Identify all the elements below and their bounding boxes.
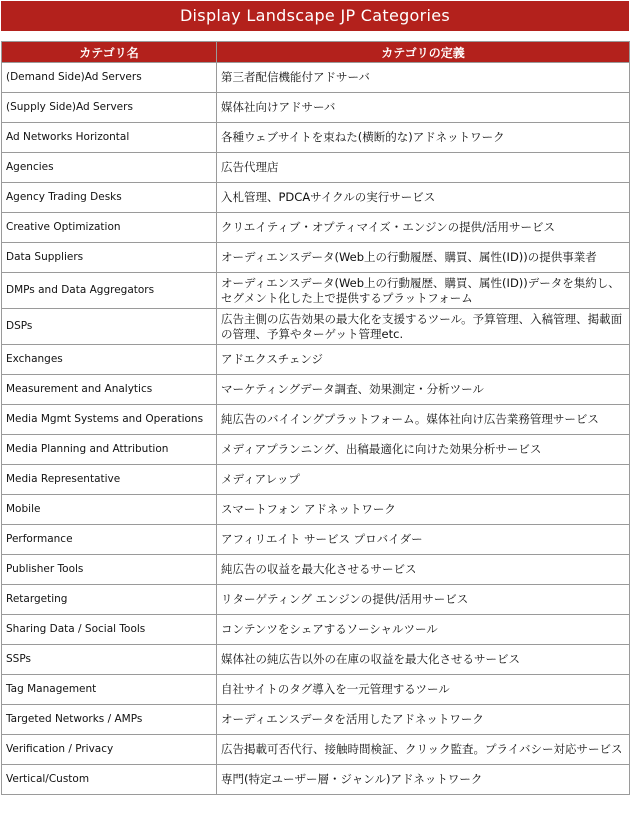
- definition-cell: 第三者配信機能付アドサーバ: [217, 63, 630, 93]
- category-cell: Sharing Data / Social Tools: [2, 615, 217, 645]
- category-cell: (Supply Side)Ad Servers: [2, 93, 217, 123]
- table-row: [2, 705, 630, 735]
- table-row: [2, 765, 630, 795]
- category-cell: Targeted Networks / AMPs: [2, 705, 217, 735]
- definition-cell: コンテンツをシェアするソーシャルツール: [217, 615, 630, 645]
- table-row: [2, 555, 630, 585]
- definition-cell: 自社サイトのタグ導入を一元管理するツール: [217, 675, 630, 705]
- definition-cell: マーケティングデータ調査、効果測定・分析ツール: [217, 375, 630, 405]
- category-cell: Tag Management: [2, 675, 217, 705]
- definition-cell: 広告掲載可否代行、接触時間検証、クリック監査。プライバシー対応サービス: [217, 735, 630, 765]
- category-cell: Media Planning and Attribution: [2, 435, 217, 465]
- table-row: [2, 273, 630, 309]
- table-row: [2, 435, 630, 465]
- definition-cell: リターゲティング エンジンの提供/活用サービス: [217, 585, 630, 615]
- definition-cell: オーディエンスデータ(Web上の行動履歴、購買、属性(ID))データを集約し、セグメント化した上で提供するプラットフォーム: [217, 273, 630, 309]
- definition-cell: アフィリエイト サービス プロバイダー: [217, 525, 630, 555]
- category-cell: DMPs and Data Aggregators: [2, 273, 217, 309]
- table-row: [2, 735, 630, 765]
- table-row: [2, 183, 630, 213]
- definition-cell: 広告主側の広告効果の最大化を支援するツール。予算管理、入稿管理、掲載面の管理、予算やターゲット管理etc.: [217, 309, 630, 345]
- page-title: Display Landscape JP Categories: [1, 1, 629, 31]
- category-column-header: カテゴリ名: [2, 42, 217, 63]
- table-row: [2, 675, 630, 705]
- definition-cell: メディアレップ: [217, 465, 630, 495]
- category-cell: Mobile: [2, 495, 217, 525]
- categories-table: [1, 41, 630, 795]
- category-cell: Exchanges: [2, 345, 217, 375]
- definition-cell: 媒体社向けアドサーバ: [217, 93, 630, 123]
- table-row: [2, 243, 630, 273]
- category-cell: Agency Trading Desks: [2, 183, 217, 213]
- table-row: [2, 525, 630, 555]
- category-cell: DSPs: [2, 309, 217, 345]
- category-cell: Agencies: [2, 153, 217, 183]
- category-cell: Ad Networks Horizontal: [2, 123, 217, 153]
- table-row: [2, 645, 630, 675]
- table-row: [2, 465, 630, 495]
- table-row: [2, 615, 630, 645]
- table-row: [2, 585, 630, 615]
- category-cell: (Demand Side)Ad Servers: [2, 63, 217, 93]
- definition-cell: 入札管理、PDCAサイクルの実行サービス: [217, 183, 630, 213]
- category-cell: Publisher Tools: [2, 555, 217, 585]
- category-cell: Retargeting: [2, 585, 217, 615]
- table-row: [2, 213, 630, 243]
- category-cell: Verification / Privacy: [2, 735, 217, 765]
- definition-cell: オーディエンスデータを活用したアドネットワーク: [217, 705, 630, 735]
- table-row: [2, 495, 630, 525]
- definition-cell: クリエイティブ・オプティマイズ・エンジンの提供/活用サービス: [217, 213, 630, 243]
- definition-cell: オーディエンスデータ(Web上の行動履歴、購買、属性(ID))の提供事業者: [217, 243, 630, 273]
- definition-cell: 媒体社の純広告以外の在庫の収益を最大化させるサービス: [217, 645, 630, 675]
- category-cell: Vertical/Custom: [2, 765, 217, 795]
- definition-cell: 純広告のバイイングプラットフォーム。媒体社向け広告業務管理サービス: [217, 405, 630, 435]
- table-row: [2, 153, 630, 183]
- category-cell: SSPs: [2, 645, 217, 675]
- definition-column-header: カテゴリの定義: [217, 42, 630, 63]
- category-cell: Creative Optimization: [2, 213, 217, 243]
- table-row: [2, 123, 630, 153]
- definition-cell: 専門(特定ユーザー層・ジャンル)アドネットワーク: [217, 765, 630, 795]
- category-cell: Media Mgmt Systems and Operations: [2, 405, 217, 435]
- category-cell: Measurement and Analytics: [2, 375, 217, 405]
- category-cell: Media Representative: [2, 465, 217, 495]
- table-header-row: [2, 42, 630, 63]
- definition-cell: 純広告の収益を最大化させるサービス: [217, 555, 630, 585]
- table-row: [2, 375, 630, 405]
- definition-cell: 広告代理店: [217, 153, 630, 183]
- table-row: [2, 63, 630, 93]
- category-cell: Performance: [2, 525, 217, 555]
- category-cell: Data Suppliers: [2, 243, 217, 273]
- definition-cell: 各種ウェブサイトを束ねた(横断的な)アドネットワーク: [217, 123, 630, 153]
- table-row: [2, 93, 630, 123]
- definition-cell: スマートフォン アドネットワーク: [217, 495, 630, 525]
- table-row: [2, 309, 630, 345]
- table-row: [2, 405, 630, 435]
- definition-cell: メディアプランニング、出稿最適化に向けた効果分析サービス: [217, 435, 630, 465]
- table-row: [2, 345, 630, 375]
- definition-cell: アドエクスチェンジ: [217, 345, 630, 375]
